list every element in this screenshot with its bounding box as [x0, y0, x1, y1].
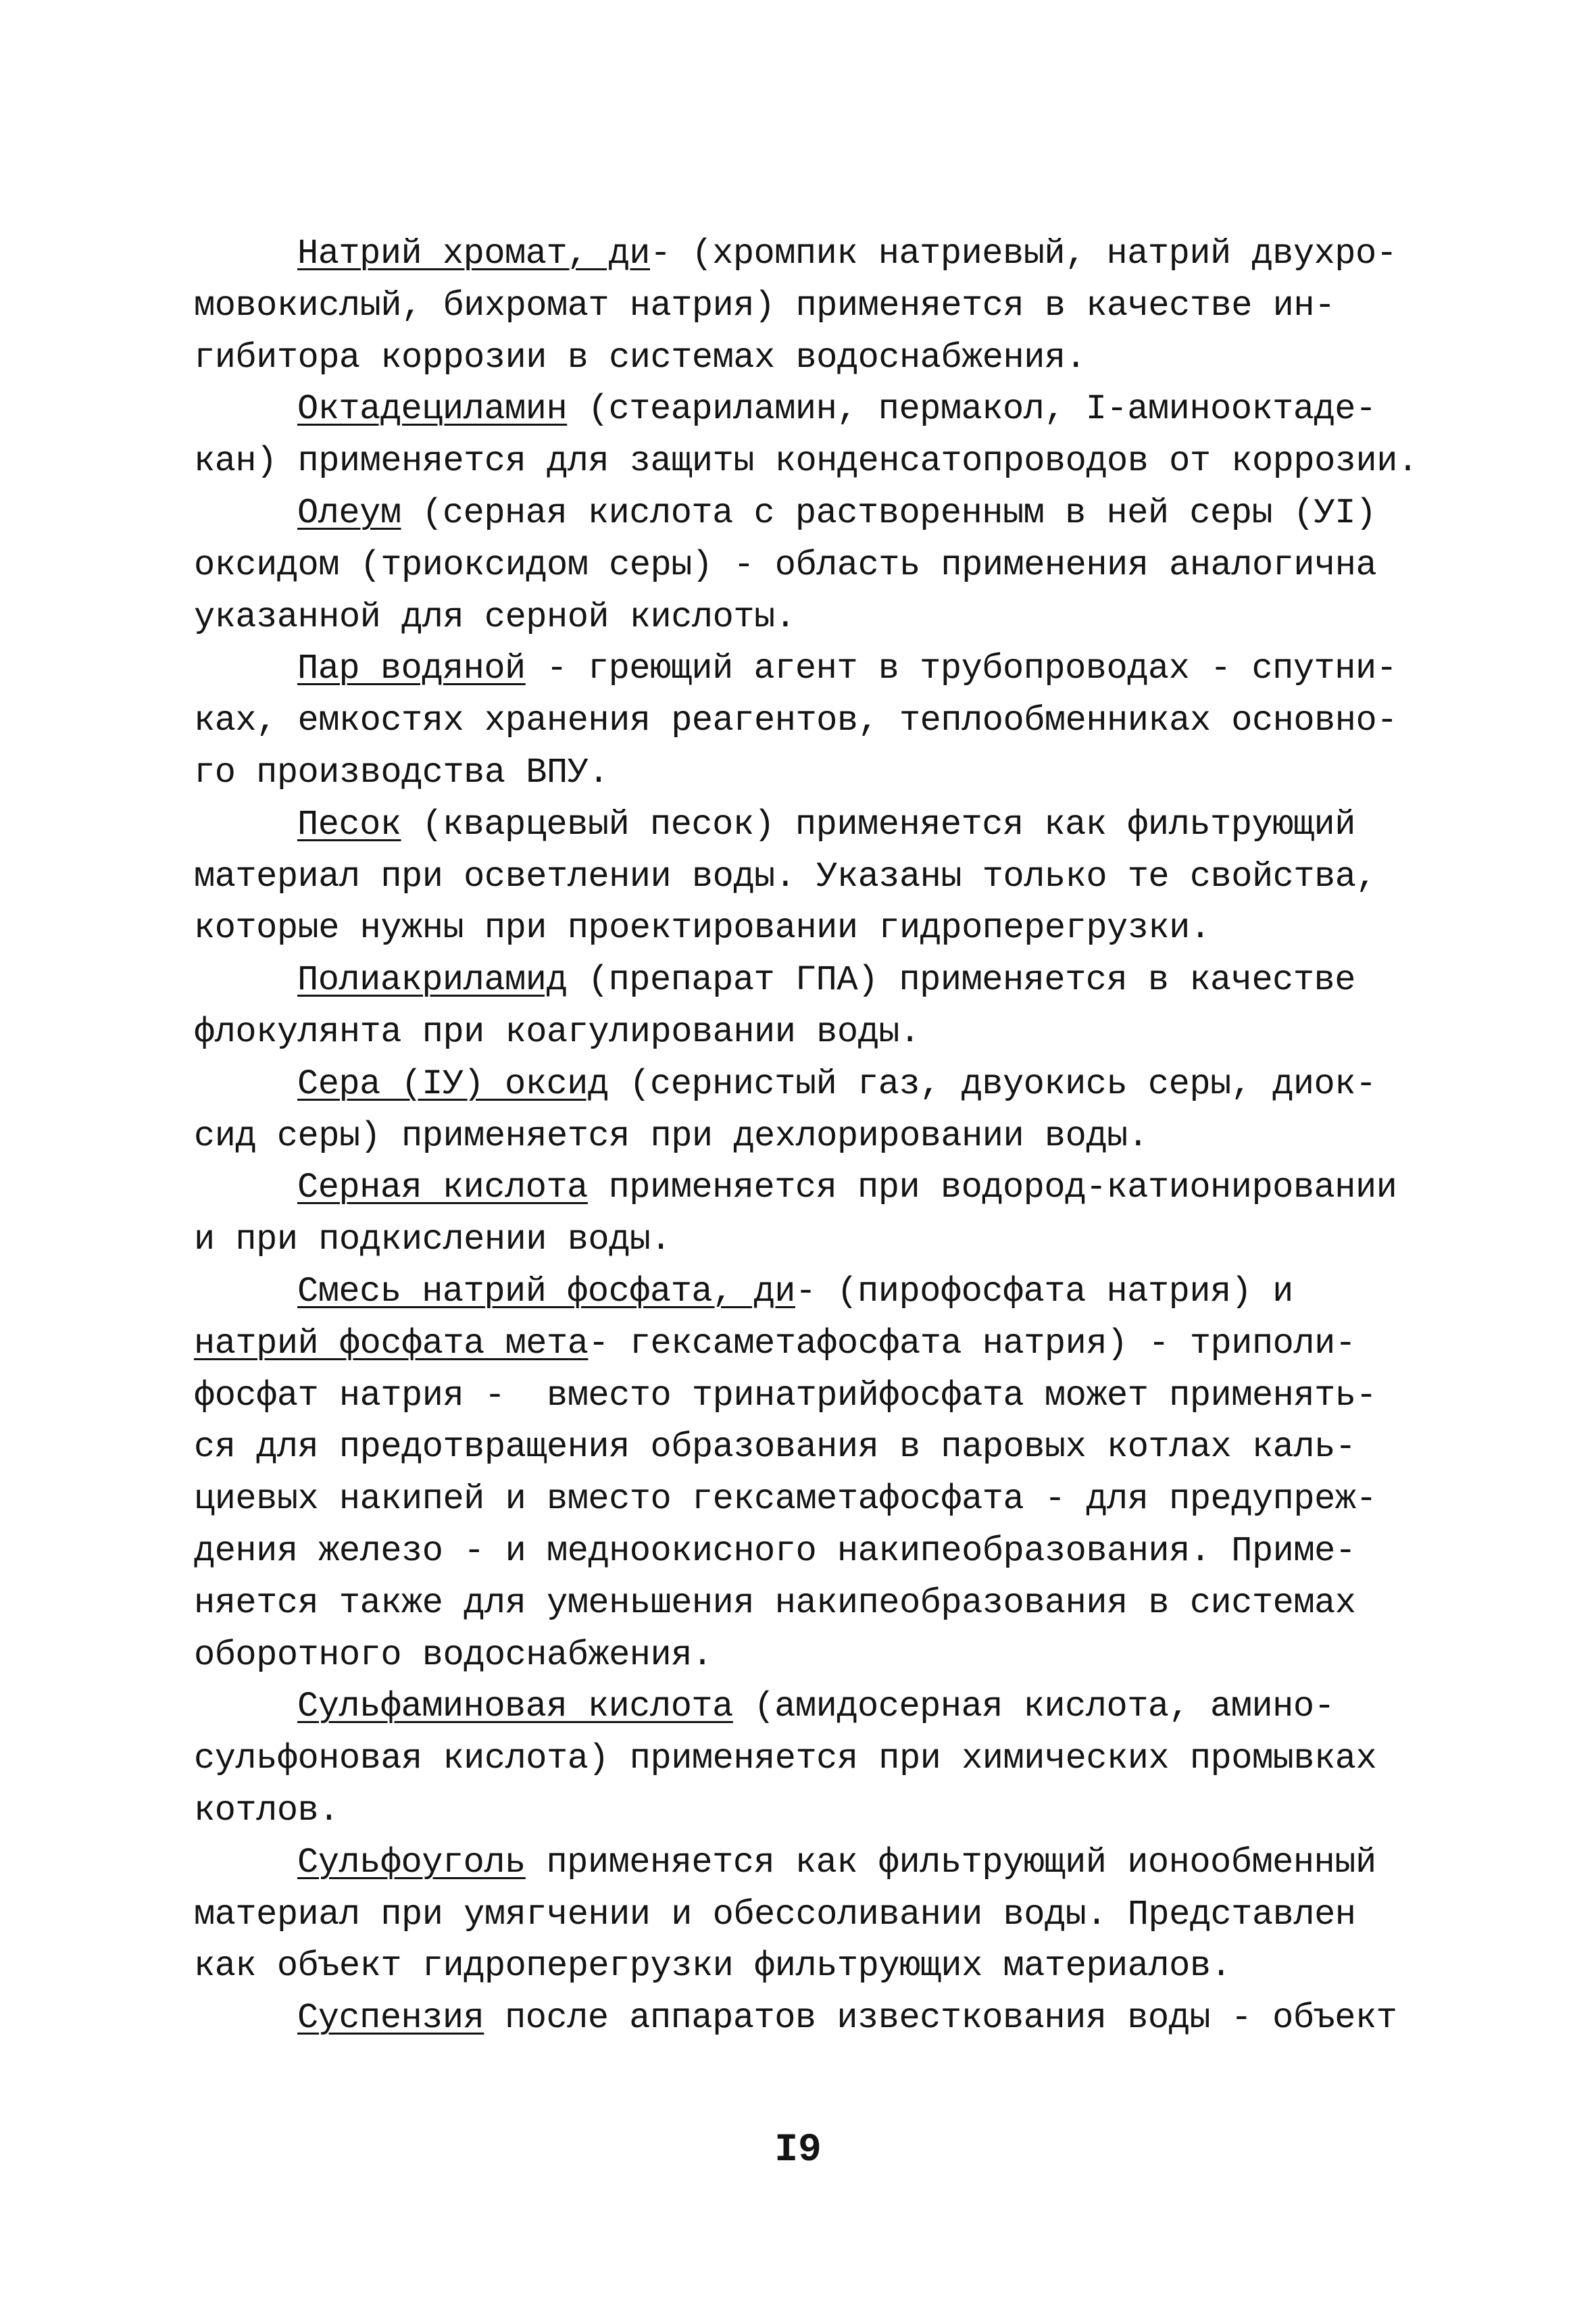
line-text: кан) применяется для защиты конденсатопроводов от коррозии.: [194, 441, 1418, 482]
line-text: после аппаратов известкования воды - объект: [484, 1998, 1397, 2039]
text-line: [194, 1993, 1430, 2045]
line-text: флокулянта при коагулировании воды.: [194, 1012, 920, 1052]
paragraph-suspenziya: [194, 1993, 1430, 2045]
line-text: мовокислый, бихромат натрия) применяется в качестве ин-: [194, 285, 1335, 326]
line-text: оборотного водоснабжения.: [194, 1635, 713, 1675]
paragraph-sernaya-kislota: [194, 1162, 1430, 1266]
defined-term: Олеум: [297, 493, 401, 533]
line-text: - гексаметафосфата натрия) - триполи-: [588, 1323, 1356, 1364]
paragraph-sulfougol: [194, 1837, 1430, 1993]
paragraph-smes-fosfatov: [194, 1266, 1430, 1681]
line-text: фосфат натрия - вместо тринатрийфосфата может применять-: [194, 1375, 1377, 1416]
line-text: материал при осветлении воды. Указаны только те свойства,: [194, 856, 1377, 897]
text-line: [194, 1318, 1430, 1370]
text-line: [194, 280, 1430, 332]
defined-term: натрий фосфата мета: [194, 1323, 589, 1364]
text-line: [194, 1889, 1430, 1941]
line-text: ся для предотвращения образования в паровых котлах каль-: [194, 1427, 1356, 1468]
text-line: [194, 1422, 1430, 1474]
line-text: и при подкислении воды.: [194, 1220, 672, 1260]
text-line: [194, 747, 1430, 799]
page-number: I9: [774, 2129, 822, 2172]
text-line: [194, 799, 1430, 851]
line-text: применяется при водород-катионировании: [587, 1168, 1397, 1208]
line-text: (серная кислота с растворенным в ней серы (УI): [401, 493, 1376, 533]
paragraph-poliakrilamid: [194, 955, 1430, 1059]
line-text: няется также для уменьшения накипеобразования в системах: [194, 1583, 1356, 1623]
text-line: [194, 1266, 1430, 1318]
paragraph-sera-oksid: [194, 1059, 1430, 1163]
text-line: [194, 1630, 1430, 1682]
line-text: гибитора коррозии в системах водоснабжения.: [194, 337, 1087, 378]
text-line: [194, 436, 1430, 488]
line-text: (сернистый газ, двуокись серы, диок-: [608, 1064, 1376, 1104]
line-text: как объект гидроперегрузки фильтрующих материалов.: [194, 1946, 1232, 1987]
paragraph-pesok: [194, 799, 1430, 955]
line-text: материал при умягчении и обессоливании воды. Представлен: [194, 1894, 1356, 1935]
line-text: - греющий агент в трубопроводах - спутни-: [525, 649, 1397, 689]
line-text: циевых накипей и вместо гексаметафосфата - для предупреж-: [194, 1479, 1377, 1520]
line-text: (стеариламин, пермакол, I-аминооктаде-: [567, 389, 1376, 430]
text-line: [194, 903, 1430, 955]
line-text: (препарат ГПА) применяется в качестве: [567, 960, 1355, 1001]
text-line: [194, 332, 1430, 384]
text-line: [194, 1681, 1430, 1733]
line-text: оксидом (триоксидом серы) - область применения аналогична: [194, 545, 1377, 585]
line-text: которые нужны при проектировании гидроперегрузки.: [194, 908, 1211, 949]
text-line: [194, 955, 1430, 1007]
defined-term: Сульфаминовая кислота: [297, 1687, 733, 1727]
line-text: указанной для серной кислоты.: [194, 597, 796, 637]
text-line: [194, 1059, 1430, 1111]
line-text: (амидосерная кислота, амино-: [732, 1687, 1335, 1727]
line-text: (кварцевый песок) применяется как фильтрующий: [401, 804, 1355, 845]
paragraph-natrii-khromat: [194, 228, 1430, 384]
text-line: [194, 228, 1430, 280]
text-line: [194, 384, 1430, 436]
text-line: [194, 488, 1430, 540]
defined-term: Натрий хромат, ди: [297, 234, 650, 274]
text-line: [194, 592, 1430, 644]
defined-term: Смесь натрий фосфата, ди: [297, 1271, 795, 1312]
text-line: [194, 1007, 1430, 1059]
defined-term: Сульфоуголь: [297, 1842, 526, 1883]
text-line: [194, 643, 1430, 695]
text-line: [194, 851, 1430, 903]
defined-term: Песок: [297, 804, 401, 845]
text-line: [194, 1526, 1430, 1578]
defined-term: Пар водяной: [297, 649, 526, 689]
line-text: го производства ВПУ.: [194, 752, 609, 793]
paragraph-oleum: [194, 488, 1430, 643]
defined-term: Октадециламин: [297, 389, 568, 430]
defined-term: Сера (IУ) оксид: [297, 1064, 609, 1104]
text-line: [194, 1370, 1430, 1422]
defined-term: Суспензия: [297, 1998, 484, 2039]
line-text: применяется как фильтрующий ионообменный: [525, 1842, 1376, 1883]
line-text: дения железо - и медноокисного накипеобразования. Приме-: [194, 1530, 1356, 1571]
line-text: - (хромпик натриевый, натрий двухро-: [650, 234, 1397, 274]
text-line: [194, 540, 1430, 592]
text-line: [194, 1578, 1430, 1630]
paragraph-par-vodyanoi: [194, 643, 1430, 799]
text-line: [194, 1733, 1430, 1785]
text-line: [194, 1474, 1430, 1526]
text-line: [194, 695, 1430, 747]
defined-term: Серная кислота: [297, 1168, 588, 1208]
line-text: котлов.: [194, 1790, 339, 1831]
text-line: [194, 1214, 1430, 1266]
paragraph-sulfaminovaya-kislota: [194, 1681, 1430, 1837]
line-text: - (пирофосфата натрия) и: [795, 1271, 1293, 1312]
text-line: [194, 1837, 1430, 1889]
paragraph-oktadetsilamin: [194, 384, 1430, 488]
text-line: [194, 1785, 1430, 1837]
defined-term: Полиакриламид: [297, 960, 568, 1001]
line-text: сульфоновая кислота) применяется при химических промывках: [194, 1739, 1377, 1779]
text-line: [194, 1941, 1430, 1993]
text-line: [194, 1111, 1430, 1163]
line-text: сид серы) применяется при дехлорировании воды.: [194, 1116, 1149, 1156]
line-text: ках, емкостях хранения реагентов, теплообменниках основно-: [194, 701, 1397, 741]
document-body: [194, 228, 1430, 2045]
text-line: [194, 1162, 1430, 1214]
